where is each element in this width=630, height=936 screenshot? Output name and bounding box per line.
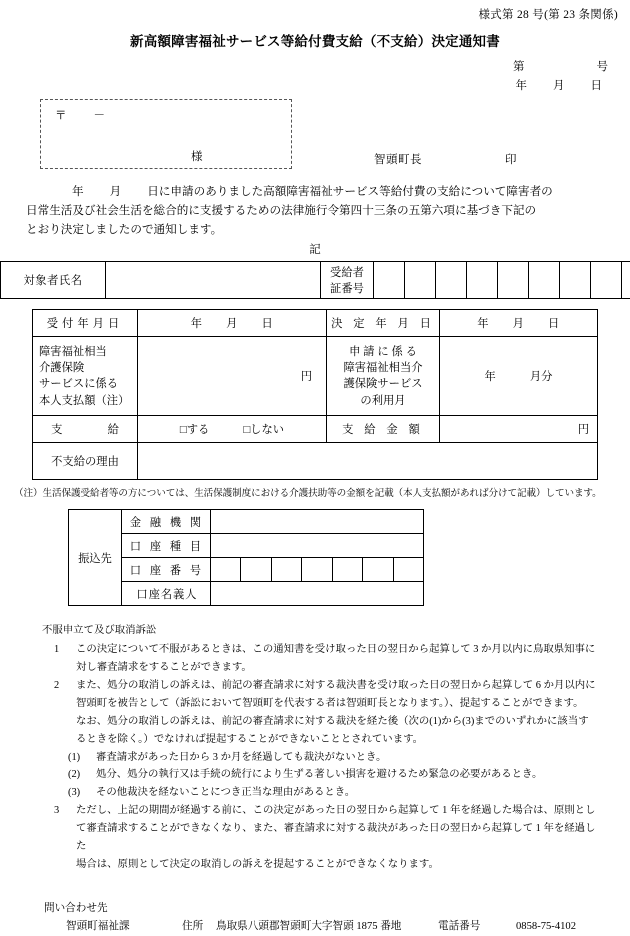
reason-value[interactable] [138, 443, 598, 480]
appeal-subitem-2 [42, 766, 604, 784]
appeal-item-3 [42, 802, 604, 874]
postal-mark-icon: 〒 [55, 110, 68, 122]
footnote: （注）生活保護受給者等の方については、生活保護制度における介護扶助等の金額を記載（本人支払額があれば分けて記載）しています。 [14, 485, 614, 499]
cert-digit-cell[interactable] [436, 262, 467, 299]
appeal-item-3-line: ただし、上記の期間が経過する前に、この決定があった日の翌日から起算して 1 年を経過した場合は、原則とし [76, 802, 604, 820]
account-digit-cell[interactable] [363, 558, 393, 582]
account-type-label: 口 座 種 目 [122, 534, 211, 558]
checkbox-not[interactable]: □しない [243, 424, 284, 436]
payment-label-line: 本人支払額（注） [39, 393, 133, 409]
decision-date-label: 決 定 年 月 日 [327, 310, 440, 337]
table-row [69, 582, 424, 606]
table-row [69, 534, 424, 558]
contact-phone-label: 電話番号 [438, 918, 516, 936]
addressee-row [0, 99, 630, 177]
table-row [69, 558, 424, 582]
shikyu-label: 支 給 [33, 416, 138, 443]
appeal-subitem-3-text: その他裁決を経ないことにつき正当な理由があるとき。 [96, 787, 355, 798]
document-number-line [0, 58, 630, 74]
addressee-honorific: 様 [191, 148, 203, 164]
target-name-label: 対象者氏名 [1, 262, 106, 299]
payment-amount-label [33, 337, 138, 416]
usage-month-value[interactable] [440, 337, 598, 416]
payment-amount-unit: 円 [301, 371, 312, 383]
receipt-date-label: 受付年月日 [33, 310, 138, 337]
issue-date-line [0, 77, 630, 93]
cert-digit-cell[interactable] [498, 262, 529, 299]
appeal-item-2-line: 智頭町を被告として（訴訟において智頭町を代表する者は智頭町長となります。）、提起することができます。 [76, 695, 604, 713]
decision-date-value[interactable]: 年 月 日 [440, 310, 598, 337]
ki-marker: 記 [0, 241, 630, 257]
body-line-2: 日常生活及び社会生活を総合的に支援するための法律施行令第四十三条の五第六項に基づき下記の [26, 202, 604, 221]
payment-label-line: 障害福祉相当 [39, 344, 133, 360]
apply-month-label: 月 [110, 185, 122, 198]
contact-department: 智頭町福祉課 [66, 918, 182, 936]
date-day-label: 日 [591, 80, 603, 92]
cert-digit-cell[interactable] [374, 262, 405, 299]
contact-footer [44, 900, 630, 936]
payment-label-line: 介護保険 [39, 360, 133, 376]
decision-table [32, 309, 598, 480]
appeal-subitem-2-text: 処分、処分の執行又は手続の続行により生ずる著しい損害を避けるため緊急の必要があるとき。 [96, 769, 542, 780]
usage-label-line: 障害福祉相当介 [329, 360, 437, 376]
account-holder-label: 口座名義人 [122, 582, 211, 606]
body-paragraph [26, 183, 604, 239]
number-label-dai: 第 [513, 61, 525, 73]
amount-unit: 円 [578, 424, 589, 436]
form-number: 様式第 28 号(第 23 条関係) [0, 0, 630, 22]
account-digit-cell[interactable] [332, 558, 362, 582]
table-row [69, 510, 424, 534]
postal-dash: － [94, 110, 107, 122]
contact-heading: 問い合わせ先 [44, 900, 630, 918]
appeal-item-2-line: なお、処分の取消しの訴えは、前記の審査請求に対する裁決を経た後（次の(1)から(3)までのいずれかに該当す [76, 713, 604, 731]
appeal-item-3-line: 場合は、原則として決定の取消しの訴えを提起することができなくなります。 [76, 856, 604, 874]
usage-month-label [327, 337, 440, 416]
body-line-1-rest: 日に申請のありました高額障害福祉サービス等給付費の支給について障害者の [147, 185, 553, 198]
appeal-heading: 不服申立て及び取消訴訟 [42, 622, 604, 640]
appeal-subitem-1-marker: (1) [68, 749, 80, 767]
account-number-label: 口 座 番 号 [122, 558, 211, 582]
appeal-item-2 [42, 677, 604, 749]
account-digit-cell[interactable] [271, 558, 301, 582]
number-label-gou: 号 [597, 61, 609, 73]
table-row [33, 416, 598, 443]
table-row [33, 310, 598, 337]
cert-digit-cell[interactable] [622, 262, 630, 299]
shikyu-options[interactable] [138, 416, 327, 443]
date-month-label: 月 [553, 80, 565, 92]
payment-amount-value[interactable] [138, 337, 327, 416]
target-name-value[interactable] [106, 262, 321, 299]
table-row [33, 337, 598, 416]
reason-label: 不支給の理由 [33, 443, 138, 480]
seal-mark: 印 [505, 151, 517, 167]
postal-code-field[interactable] [55, 107, 106, 123]
appeal-subitem-3-marker: (3) [68, 784, 80, 802]
usage-month-label-text: 月分 [530, 371, 553, 383]
bank-table [68, 509, 424, 606]
bank-section [68, 509, 630, 606]
cert-digit-cell[interactable] [591, 262, 622, 299]
appeal-subitem-2-marker: (2) [68, 766, 80, 784]
appeal-item-1-marker: 1 [54, 641, 59, 659]
account-digit-cell[interactable] [302, 558, 332, 582]
contact-address: 鳥取県八頭郡智頭町大字智頭 1875 番地 [216, 918, 438, 936]
account-digit-cell[interactable] [393, 558, 423, 582]
cert-digit-cell[interactable] [560, 262, 591, 299]
body-line-3: とおり決定しましたので通知します。 [26, 221, 604, 240]
amount-label: 支 給 金 額 [327, 416, 440, 443]
cert-digit-cell[interactable] [529, 262, 560, 299]
contact-details [44, 918, 630, 936]
document-title: 新高額障害福祉サービス等給付費支給（不支給）決定通知書 [0, 30, 630, 50]
appeal-section [42, 622, 604, 873]
amount-value[interactable] [440, 416, 598, 443]
cert-number-label-2: 証番号 [321, 280, 374, 299]
appeal-item-2-line: るときを除く。）でなければ提起することができないこととされています。 [76, 731, 604, 749]
issuer-name: 智頭町長 [374, 151, 422, 167]
appeal-item-1-line: 対し審査請求をすることができます。 [76, 659, 604, 677]
usage-year-label: 年 [485, 371, 496, 383]
account-type-value[interactable] [211, 534, 424, 558]
payment-label-line: サービスに係る [39, 376, 133, 392]
bank-institution-value[interactable] [211, 510, 424, 534]
appeal-subitem-1 [42, 749, 604, 767]
person-table [0, 261, 630, 299]
body-line-1 [26, 183, 604, 202]
appeal-item-1 [42, 641, 604, 677]
appeal-subitem-1-text: 審査請求があった日から 3 か月を経過しても裁決がないとき。 [96, 752, 386, 763]
appeal-item-3-marker: 3 [54, 802, 59, 820]
account-digit-cell[interactable] [211, 558, 241, 582]
contact-address-label: 住所 [182, 918, 216, 936]
checkbox-do[interactable]: □する [180, 424, 209, 436]
usage-label-line: 申 請 に 係 る [329, 344, 437, 360]
appeal-item-1-line: この決定について不服があるときは、この通知書を受け取った日の翌日から起算して 3 か月以内に鳥取県知事に [76, 641, 604, 659]
contact-phone: 0858-75-4102 [516, 921, 576, 932]
table-row [1, 262, 630, 281]
appeal-item-2-marker: 2 [54, 677, 59, 695]
apply-year-label: 年 [72, 185, 84, 198]
appeal-item-3-line: て審査請求することができなくなり、また、審査請求に対する裁決があった日の翌日から起算して 1 年を経過した [76, 820, 604, 856]
addressee-box[interactable] [40, 99, 292, 169]
usage-label-line: 護保険サービス [329, 376, 437, 392]
date-year-label: 年 [516, 80, 528, 92]
account-holder-value[interactable] [211, 582, 424, 606]
appeal-item-2-line: また、処分の取消しの訴えは、前記の審査請求に対する裁決書を受け取った日の翌日から起算して 6 か月以内に [76, 677, 604, 695]
account-digit-cell[interactable] [241, 558, 271, 582]
appeal-subitem-3 [42, 784, 604, 802]
table-row [33, 443, 598, 480]
cert-digit-cell[interactable] [405, 262, 436, 299]
usage-label-line: の利用月 [329, 393, 437, 409]
bank-institution-label: 金 融 機 関 [122, 510, 211, 534]
cert-digit-cell[interactable] [467, 262, 498, 299]
cert-number-label-1: 受給者 [321, 262, 374, 281]
bank-section-title: 振込先 [69, 510, 122, 606]
receipt-date-value[interactable]: 年 月 日 [138, 310, 327, 337]
